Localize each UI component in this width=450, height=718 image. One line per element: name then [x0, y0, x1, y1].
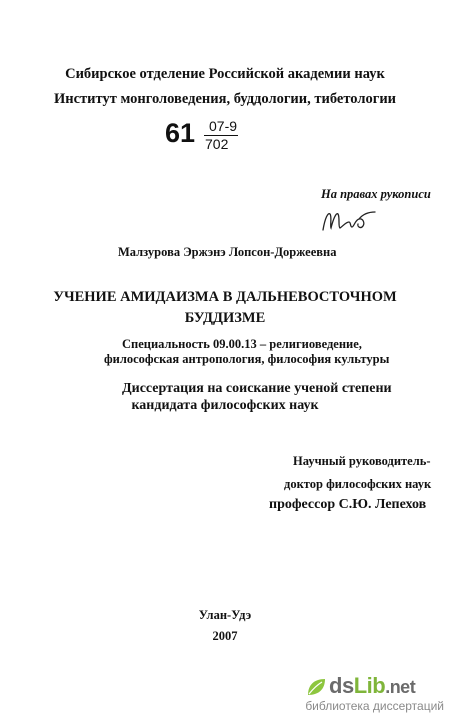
watermark-logo-lib: Lib [353, 673, 386, 698]
dissertation-title-line-1: УЧЕНИЕ АМИДАИЗМА В ДАЛЬНЕВОСТОЧНОМ [53, 289, 397, 305]
watermark-logo-text [329, 673, 415, 699]
author-name: Малзурова Эржэнэ Лопсон-Доржеевна [118, 245, 337, 259]
library-code-top: 07-9 [209, 118, 238, 134]
degree-line-2: кандидата философских наук [131, 398, 319, 413]
dslib-watermark [299, 673, 444, 715]
city: Улан-Удэ [198, 608, 252, 622]
dissertation-title-line-2: БУДДИЗМЕ [184, 310, 266, 326]
library-code-bottom: 702 [205, 136, 229, 152]
degree-line-1: Диссертация на соискание ученой степени [122, 381, 392, 396]
supervisor-degree: доктор философских наук [284, 477, 432, 491]
library-code-prefix: 61 [165, 118, 196, 148]
leaf-icon [305, 676, 327, 698]
institute-name: Институт монголоведения, буддологии, тибетологии [53, 91, 397, 107]
supervisor-name: профессор С.Ю. Лепехов [269, 497, 427, 512]
watermark-logo-ds: ds [329, 673, 354, 698]
specialty-line-2: философская антропология, философия культуры [104, 352, 390, 366]
rights-note: На правах рукописи [321, 187, 431, 201]
watermark-subtitle: библиотека диссертаций [305, 699, 444, 713]
watermark-logo-net: .net [385, 677, 416, 697]
organization-name: Сибирское отделение Российской академии наук [65, 66, 385, 82]
supervisor-role: Научный руководитель- [293, 454, 431, 468]
specialty-line-1: Специальность 09.00.13 – религиоведение, [122, 337, 362, 351]
year: 2007 [212, 629, 238, 643]
handwritten-signature [319, 200, 379, 240]
